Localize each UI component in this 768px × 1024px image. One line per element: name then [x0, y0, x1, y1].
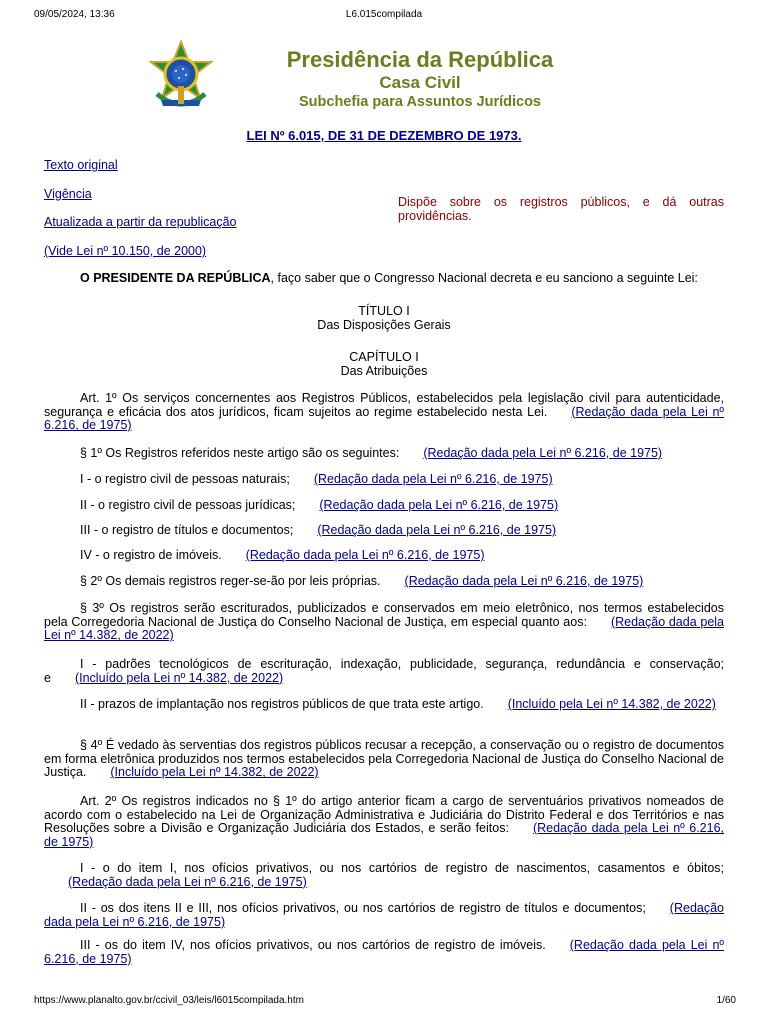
header-casa-civil: Casa Civil — [379, 73, 461, 92]
titulo-label: TÍTULO I — [358, 304, 410, 318]
paragraph — [44, 658, 724, 685]
paragraph-ref-link[interactable]: (Redação dada pela Lei nº 6.216, de 1975) — [423, 446, 663, 460]
paragraph — [44, 575, 724, 589]
paragraph-text: II - os dos itens II e III, nos ofícios privativos, ou nos cartórios de registro de títulos e documentos; — [80, 901, 646, 915]
preamble — [44, 272, 724, 286]
paragraph-ref-link[interactable]: (Incluído pela Lei nº 14.382, de 2022) — [507, 697, 716, 711]
paragraph — [44, 862, 724, 889]
paragraph — [44, 392, 724, 433]
paragraph-text: IV - o registro de imóveis. — [80, 548, 222, 562]
paragraph — [44, 902, 724, 929]
paragraph — [44, 795, 724, 849]
brasao-emblem-icon — [143, 40, 219, 116]
paragraph-text: I - padrões tecnológicos de escrituração, indexação, publicidade, segurança, redundância e conservação; e — [44, 657, 724, 685]
paragraph — [44, 473, 724, 487]
paragraph — [44, 698, 724, 712]
ementa: Dispõe sobre os registros públicos, e dá outras providências. — [398, 195, 724, 223]
paragraph-ref-link[interactable]: (Incluído pela Lei nº 14.382, de 2022) — [74, 670, 284, 685]
paragraph — [44, 739, 724, 780]
paragraph-ref-link[interactable]: (Redação dada pela Lei nº 6.216, de 1975) — [245, 548, 485, 562]
link-texto-original[interactable]: Texto original — [44, 158, 118, 172]
paragraph — [44, 524, 724, 538]
paragraph-text: II - o registro civil de pessoas jurídicas; — [80, 498, 296, 512]
paragraph-text: I - o registro civil de pessoas naturais; — [80, 472, 290, 486]
paragraph-text: Art. 1º Os serviços concernentes aos Registros Públicos, estabelecidos pela legislação civil para autenticidade, segurança e eficácia dos atos jurídicos, ficam sujeitos ao regime estabelecido nesta Lei. — [44, 391, 724, 419]
lei-title-link[interactable]: LEI Nº 6.015, DE 31 DE DEZEMBRO DE 1973. — [246, 128, 522, 143]
paragraph-text: § 1º Os Registros referidos neste artigo são os seguintes: — [80, 446, 400, 460]
link-vigencia[interactable]: Vigência — [44, 187, 92, 201]
print-title: L6.015compilada — [345, 9, 423, 20]
print-header — [0, 0, 768, 28]
paragraph-text: § 4º É vedado às serventias dos registros públicos recusar a recepção, a conservação ou o registro de documentos em forma eletrônica produzidos nos termos estabelecidos pela Corregedoria Nacional de Justiça do Conselho Nacional de Justiça. — [44, 738, 724, 780]
capitulo-label: CAPÍTULO I — [349, 350, 419, 364]
paragraph — [44, 602, 724, 643]
paragraph-ref-link[interactable]: (Redação dada pela Lei nº 14.382, de 2022) — [44, 614, 725, 643]
link-atualizada[interactable]: Atualizada a partir da republicação — [44, 215, 237, 229]
preamble-bold: O PRESIDENTE DA REPÚBLICA — [80, 271, 271, 285]
header-presidencia: Presidência da República — [286, 47, 554, 72]
paragraph-ref-link[interactable]: (Redação dada pela Lei nº 6.216, de 1975) — [44, 938, 724, 966]
paragraph-ref-link[interactable]: (Redação dada pela Lei nº 6.216, de 1975) — [319, 498, 559, 512]
paragraph-text: Art. 2º Os registros indicados no § 1º do artigo anterior ficam a cargo de serventuários privativos nomeados de acordo com o estabelecido na Lei de Organização Administrativa e Judiciária do Distrito Federal e dos Territórios e nas Resoluções sobre a Divisão e Organização Judiciária dos Estados, e serão feitos: — [44, 794, 724, 836]
titulo-name: Das Disposições Gerais — [317, 318, 451, 332]
paragraph-text: III - os do item IV, nos ofícios privativos, ou nos cartórios de registro de imóveis. — [80, 938, 546, 952]
paragraph — [44, 447, 724, 461]
paragraph-ref-link[interactable]: (Incluído pela Lei nº 14.382, de 2022) — [110, 765, 319, 780]
paragraph-ref-link[interactable]: (Redação dada pela Lei nº 6.216, de 1975) — [68, 874, 307, 889]
paragraph-text: § 2º Os demais registros reger-se-ão por leis próprias. — [80, 574, 381, 588]
paragraph — [44, 499, 724, 513]
paragraph-ref-link[interactable]: (Redação dada pela Lei nº 6.216, de 1975) — [313, 472, 553, 486]
capitulo-name: Das Atribuições — [340, 364, 428, 378]
paragraph-ref-link[interactable]: (Redação dada pela Lei nº 6.216, de 1975) — [317, 523, 557, 537]
paragraph — [44, 939, 724, 966]
paragraph — [44, 549, 724, 563]
paragraph-text: I - o do item I, nos ofícios privativos, ou nos cartórios de registro de nascimentos, casamentos e óbitos; — [80, 861, 724, 875]
paragraph-text: II - prazos de implantação nos registros públicos de que trata este artigo. — [80, 697, 484, 711]
preamble-text: , faço saber que o Congresso Nacional decreta e eu sanciono a seguinte Lei: — [270, 271, 698, 285]
paragraph-text: § 3º Os registros serão escriturados, publicizados e conservados em meio eletrônico, nos termos estabelecidos pela Corregedoria Nacional de Justiça do Conselho Nacional de Justiça, em especial quanto aos: — [44, 601, 724, 629]
paragraph-ref-link[interactable]: (Redação dada pela Lei nº 6.216, de 1975) — [44, 404, 724, 433]
header-subchefia: Subchefia para Assuntos Jurídicos — [299, 94, 541, 110]
paragraph-ref-link[interactable]: (Redação dada pela Lei nº 6.216, de 1975) — [404, 574, 644, 588]
paragraph-text: III - o registro de títulos e documentos; — [80, 523, 294, 537]
paragraph-ref-link[interactable]: (Redação dada pela Lei nº 6.216, de 1975) — [44, 821, 724, 849]
print-datetime: 09/05/2024, 13:36 — [34, 9, 115, 20]
print-url: https://www.planalto.gov.br/ccivil_03/leis/l6015compilada.htm — [34, 995, 304, 1006]
paragraph-ref-link[interactable]: (Redação dada pela Lei nº 6.216, de 1975) — [44, 901, 724, 929]
print-page-number: 1/60 — [716, 995, 736, 1006]
link-vide-lei[interactable]: (Vide Lei nº 10.150, de 2000) — [44, 244, 207, 258]
